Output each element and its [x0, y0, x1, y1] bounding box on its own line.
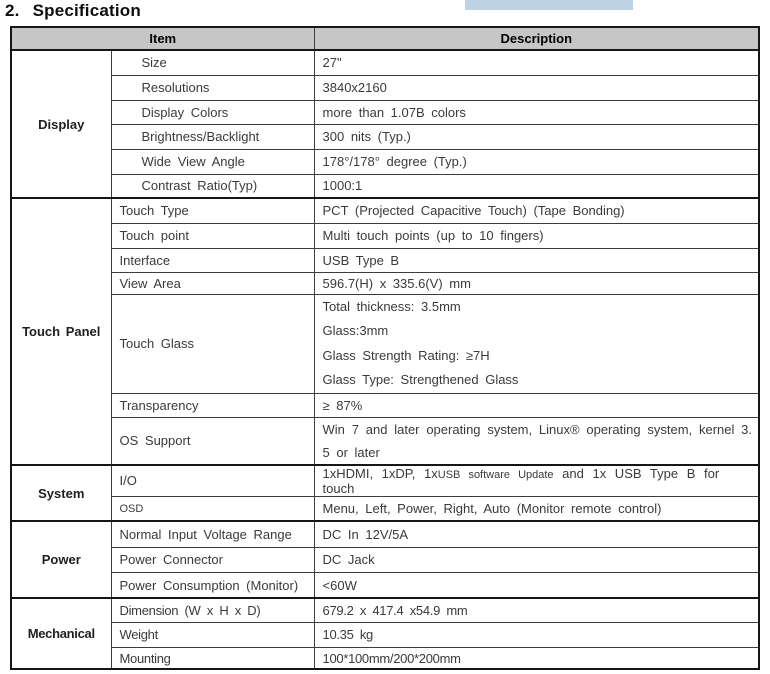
- table-row: [11, 75, 759, 100]
- desc-cell: 3840x2160: [314, 75, 759, 100]
- highlight-bar: [465, 0, 633, 10]
- desc-cell-io: [314, 465, 759, 497]
- item-cell: Normal Input Voltage Range: [111, 521, 314, 547]
- group-cell-touch-panel: Touch Panel: [11, 198, 111, 465]
- item-cell: Brightness/Backlight: [111, 124, 314, 149]
- item-cell: Dimension (W x H x D): [111, 598, 314, 622]
- desc-cell: Menu, Left, Power, Right, Auto (Monitor remote control): [314, 496, 759, 521]
- io-segment-normal: 1xHDMI, 1xDP, 1x: [322, 465, 438, 481]
- desc-line: Total thickness: 3.5mm: [322, 298, 461, 314]
- item-cell: Touch Type: [111, 198, 314, 223]
- item-cell: Interface: [111, 248, 314, 272]
- desc-cell: 178°/178° degree (Typ.): [314, 149, 759, 174]
- item-cell: Display Colors: [111, 100, 314, 124]
- item-cell: Touch point: [111, 223, 314, 248]
- table-row: [11, 100, 759, 124]
- item-cell: View Area: [111, 272, 314, 294]
- item-cell: Power Consumption (Monitor): [111, 572, 314, 598]
- item-cell: Transparency: [111, 393, 314, 417]
- table-row: [11, 647, 759, 669]
- header-cell-item: Item: [11, 27, 314, 50]
- table-row: [11, 198, 759, 223]
- section-title-text: Specification: [32, 1, 141, 20]
- item-cell: Weight: [111, 622, 314, 647]
- item-cell: Resolutions: [111, 75, 314, 100]
- desc-cell: PCT (Projected Capacitive Touch) (Tape Bonding): [314, 198, 759, 223]
- table-row: [11, 50, 759, 75]
- desc-cell: DC Jack: [314, 547, 759, 572]
- table-row: [11, 272, 759, 294]
- group-cell-mechanical: Mechanical: [11, 598, 111, 669]
- table-row: [11, 294, 759, 393]
- table-row: [11, 223, 759, 248]
- header-cell-description: Description: [314, 27, 759, 50]
- item-cell: I/O: [111, 465, 314, 497]
- group-cell-system: System: [11, 465, 111, 522]
- table-row: [11, 622, 759, 647]
- table-row: [11, 521, 759, 547]
- desc-cell: ≥ 87%: [314, 393, 759, 417]
- item-cell: Size: [111, 50, 314, 75]
- item-cell: Mounting: [111, 647, 314, 669]
- desc-cell: 10.35 kg: [314, 622, 759, 647]
- table-row: [11, 417, 759, 465]
- section-number: 2.: [5, 1, 20, 20]
- desc-cell: DC In 12V/5A: [314, 521, 759, 547]
- desc-cell: 27": [314, 50, 759, 75]
- table-row: [11, 547, 759, 572]
- desc-line: Glass Strength Rating: ≥7H: [322, 347, 490, 363]
- desc-line: Glass:3mm: [322, 323, 389, 339]
- table-row: [11, 572, 759, 598]
- io-segment-normal: and 1x USB Type B for touch: [322, 465, 720, 496]
- desc-line: Glass Type: Strengthened Glass: [322, 372, 519, 388]
- desc-cell: 100*100mm/200*200mm: [314, 647, 759, 669]
- table-row: [11, 496, 759, 521]
- table-row: [11, 598, 759, 622]
- table-header-row: [11, 27, 759, 50]
- table-row: [11, 149, 759, 174]
- table-row: [11, 248, 759, 272]
- desc-cell: 1000:1: [314, 174, 759, 198]
- desc-cell: <60W: [314, 572, 759, 598]
- item-cell: OS Support: [111, 417, 314, 465]
- io-segment-small: USB software Update: [437, 468, 554, 481]
- item-cell: Power Connector: [111, 547, 314, 572]
- specification-table: [10, 26, 760, 670]
- item-cell: Touch Glass: [111, 294, 314, 393]
- desc-cell-touch-glass: [314, 294, 759, 393]
- page-title: [5, 1, 141, 21]
- desc-cell: Multi touch points (up to 10 fingers): [314, 223, 759, 248]
- desc-cell: 300 nits (Typ.): [314, 124, 759, 149]
- desc-cell: Win 7 and later operating system, Linux® operating system, kernel 3.5 or later: [314, 417, 759, 465]
- item-cell: OSD: [111, 496, 314, 521]
- item-cell: Wide View Angle: [111, 149, 314, 174]
- group-cell-display: Display: [11, 50, 111, 198]
- item-cell: Contrast Ratio(Typ): [111, 174, 314, 198]
- table-row: [11, 465, 759, 497]
- desc-cell: USB Type B: [314, 248, 759, 272]
- table-row: [11, 393, 759, 417]
- desc-cell: 679.2 x 417.4 x54.9 mm: [314, 598, 759, 622]
- desc-cell: more than 1.07B colors: [314, 100, 759, 124]
- table-row: [11, 124, 759, 149]
- desc-cell: 596.7(H) x 335.6(V) mm: [314, 272, 759, 294]
- group-cell-power: Power: [11, 521, 111, 598]
- table-row: [11, 174, 759, 198]
